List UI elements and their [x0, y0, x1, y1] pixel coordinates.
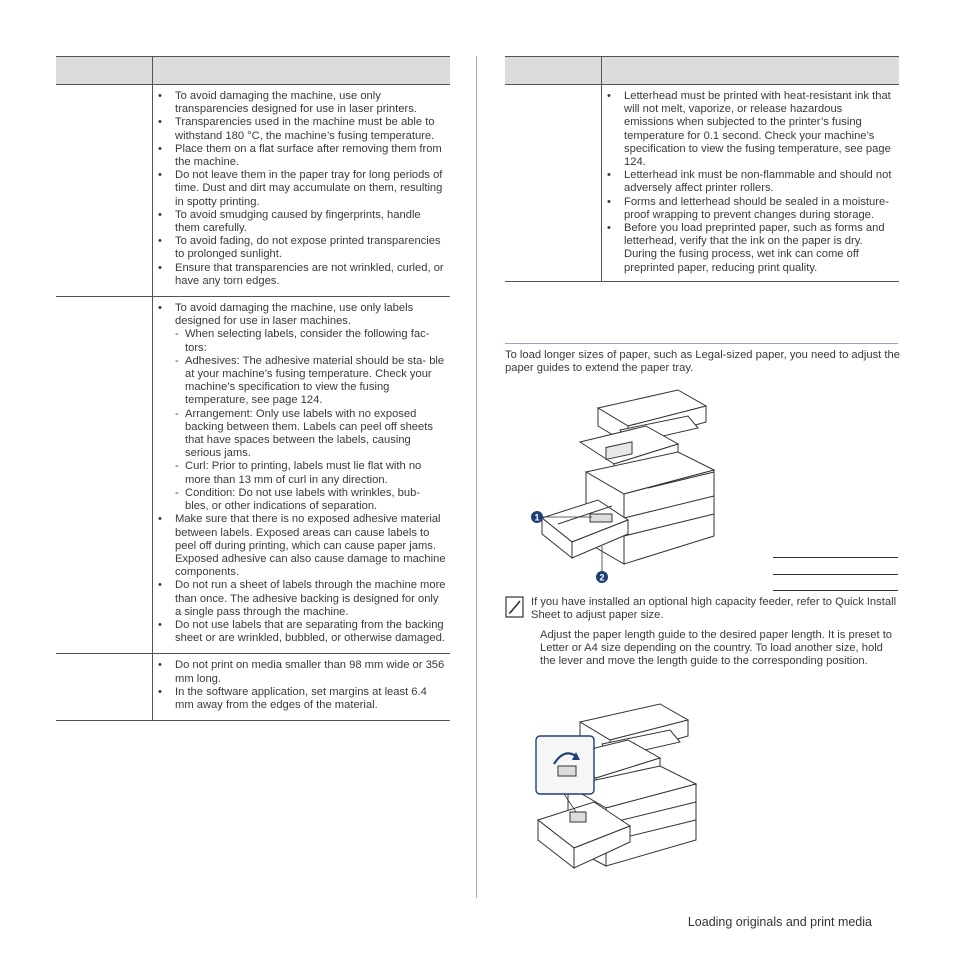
guideline-list	[602, 90, 895, 275]
guideline-item: • Letterhead ink must be non-flammable and should not adversely affect printer rollers.	[602, 169, 895, 195]
guideline-item: • To avoid damaging the machine, use only transparencies designed for use in laser printers.	[153, 90, 446, 116]
guideline-list	[153, 90, 446, 288]
sub-guideline-item: - When selecting labels, consider the following fac- tors:	[175, 328, 446, 354]
guideline-item: • Forms and letterhead should be sealed in a moisture-proof wrapping to prevent changes during storage.	[602, 196, 895, 222]
guideline-item-text: To avoid damaging the machine, use only labels designed for use in laser machines.	[175, 302, 414, 328]
guideline-item: • Transparencies used in the machine must be able to withstand 180 °C, the machine’s fusing temperature.	[153, 116, 446, 142]
table-row-preprinted-paper	[505, 85, 899, 282]
sub-guideline-list	[175, 328, 446, 513]
guideline-item: • Ensure that transparencies are not wrinkled, curled, or have any torn edges.	[153, 262, 446, 288]
sub-guideline-item: - Adhesives: The adhesive material should be sta- ble at your machine’s fusing temperature. Check your machine’s specification to view the fusing temperature, see page 124.	[175, 355, 446, 408]
printer-illustration	[528, 386, 728, 586]
callout-label: 1	[534, 512, 540, 523]
guideline-item: • Do not run a sheet of labels through the machine more than once. The adhesive backing is designed for only a single pass through the machine.	[153, 579, 446, 619]
guideline-item: • Do not print on media smaller than 98 mm wide or 356 mm long.	[153, 659, 446, 685]
guideline-item: • Before you load preprinted paper, such as forms and letterhead, verify that the ink on the paper is dry. During the fusing process, wet ink can come off preprinted paper, reducing print quality.	[602, 222, 895, 275]
step-text: Adjust the paper length guide to the desired paper length. It is preset to Letter or A4 size depending on the country. To load another size, hold the lever and move the length guide to the corresponding position.	[540, 629, 893, 668]
media-guidelines-table-left	[56, 56, 450, 721]
guideline-item: • Do not use labels that are separating from the backing sheet or are wrinkled, bubbled, or otherwise damaged.	[153, 619, 446, 645]
table-row-labels	[56, 297, 450, 654]
legend-line	[773, 557, 898, 558]
table-header-type	[56, 57, 153, 85]
legend-line	[773, 574, 898, 575]
column-divider	[476, 56, 477, 898]
guideline-item: • In the software application, set margins at least 6.4 mm away from the edges of the material.	[153, 686, 446, 712]
guideline-item	[153, 302, 446, 513]
sub-guideline-item: - Condition: Do not use labels with wrinkles, bub- bles, or other indications of separation.	[175, 487, 446, 513]
row-type-cell	[56, 297, 153, 654]
guideline-list	[153, 302, 446, 645]
sub-guideline-item: - Arrangement: Only use labels with no exposed backing between them. Labels can peel off sheets that have spaces between the labels, causing serious jams.	[175, 408, 446, 461]
guideline-list	[153, 659, 446, 712]
section-intro: To load longer sizes of paper, such as Legal-sized paper, you need to adjust the paper guides to extend the paper tray.	[505, 349, 900, 375]
table-header-type	[505, 57, 602, 85]
sub-guideline-item: - Curl: Prior to printing, labels must lie flat with no more than 13 mm of curl in any direction.	[175, 460, 446, 486]
paper-tray-illustration	[530, 700, 710, 880]
table-header-guidelines	[153, 57, 451, 85]
table-row-transparencies	[56, 85, 450, 297]
media-guidelines-table-right	[505, 56, 899, 282]
note-pencil-icon	[505, 596, 525, 618]
guideline-item: • Letterhead must be printed with heat-resistant ink that will not melt, vaporize, or release hazardous emissions when subjected to the printer’s fusing temperature for 0.1 second. Check your machine’s specification to view the fusing temperature, see page 124.	[602, 90, 895, 169]
table-row-card-stock	[56, 654, 450, 721]
guideline-item: • Place them on a flat surface after removing them from the machine.	[153, 143, 446, 169]
guideline-item: • Do not leave them in the paper tray for long periods of time. Dust and dirt may accumulate on them, resulting in spotty printing.	[153, 169, 446, 209]
legend-line	[773, 590, 898, 591]
row-type-cell	[505, 85, 602, 282]
guideline-item: • Make sure that there is no exposed adhesive material between labels. Exposed areas can cause labels to peel off during printing, which can cause paper jams. Exposed adhesive can also cause damage to machine components.	[153, 513, 446, 579]
page-footer: Loading originals and print media	[687, 915, 872, 929]
callout-label: 2	[599, 572, 605, 583]
guideline-item: • To avoid fading, do not expose printed transparencies to prolonged sunlight.	[153, 235, 446, 261]
row-type-cell	[56, 654, 153, 721]
section-rule	[505, 343, 898, 344]
row-type-cell	[56, 85, 153, 297]
note-text: If you have installed an optional high capacity feeder, refer to Quick Install Sheet to adjust paper size.	[531, 596, 897, 622]
table-header-guidelines	[602, 57, 900, 85]
guideline-item: • To avoid smudging caused by fingerprints, handle them carefully.	[153, 209, 446, 235]
